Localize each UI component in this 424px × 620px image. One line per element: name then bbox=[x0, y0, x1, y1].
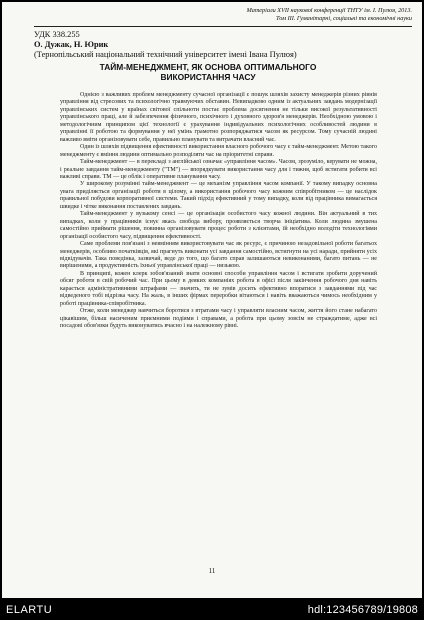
footer-bar bbox=[0, 598, 424, 620]
document-page bbox=[2, 2, 422, 598]
paragraph: В принципі, кожен клерк зобов'язаний знати основні способи управління часом і встигати зробити доручений обсяг роботи в свій робочий час. При цьому в деяких компаніях робота в офісі після закінчення робочого дня навіть карається адміністративними штрафами — значить, ти не зумів досить ефективно впоратися з завданнями під час відведеного тобі відрізка часу. На жаль, в інших фірмах переробки вітаються і навіть вважаються чимось необхідним у роботі працівника-співробітника. bbox=[60, 270, 377, 307]
header-line-1: Матеріали XVII наукової конференції ТНТУ ім. І. Пулюя, 2013. bbox=[246, 7, 412, 14]
article-meta bbox=[34, 30, 404, 61]
paragraph: У широкому розумінні тайм-менеджмент — це механізм управління часом компанії. У такому випадку основна увага приділяється організації роботи в цілому, а використання робочого часу кожним співробітником — це наслідок правильної побудови корпоративної системи. Такий підхід ефективний у тому випадку, коли від працівника вимагається швидке і чітке виконання поставлених завдань. bbox=[60, 181, 377, 210]
paragraph: Саме проблеми пов'язані з невмінням використовувати час як ресурс, є причиною незадовільної роботи багатьох менеджерів, особливо початківців, які прагнуть виконати усі завдання самостійно, встигнути на усі наради, прийняти усіх відвідувачів. Така поведінка, зазвичай, веде до того, що багато справ залишаються невиконаними, багато питань — не вирішеними, а продуктивність їхньої управлінської праці — низькою. bbox=[60, 241, 377, 270]
page-number: 11 bbox=[208, 567, 216, 575]
paragraph: Один із шляхів підвищення ефективності використання власного робочого часу є тайм-менеджмент. Метою такого менеджменту є вміння людини оптимально розподіляти час на пріоритетні справи. bbox=[60, 144, 377, 158]
handle-id: hdl:123456789/19808 bbox=[307, 604, 418, 616]
header-rule bbox=[34, 26, 412, 27]
paragraph: Отже, коли менеджер навчиться боротися з втратами часу і управляти власним часом, життя його стане набагато цікавішим, більш насиченим приємними подіями і справами, а робота при цьому зовсім не страждатиме, адже всі посадові обов'язки будуть виконуватись вчасно і на належному рівні. bbox=[60, 308, 377, 330]
repository-name: ELARTU bbox=[6, 604, 53, 616]
affiliation: (Тернопільський національний технічний університет імені Івана Пулюя) bbox=[34, 50, 297, 60]
authors: О. Дужак, Н. Юрик bbox=[34, 40, 109, 50]
running-header bbox=[202, 7, 412, 23]
title-line-1: ТАЙМ-МЕНЕДЖМЕНТ, ЯК ОСНОВА ОПТИМАЛЬНОГО bbox=[99, 62, 317, 72]
header-line-2: Том ІІІ. Гуманітарні, соціальні та економічні науки bbox=[276, 15, 412, 22]
paragraph: Однією з важливих проблем менеджменту сучасної організації є пошук шляхів захисту менеджерів різних рівнів управління від стресових та психологічно травмуючих обставин. Невипадково одним із актуальних завдань модернізації управлінських систем у країнах світової спільноти постає проблема досягнення не тільки високої результативності управлінського праці, але й забезпечення фізичного, психічного і духовного здоров'я менеджерів. Необхідною умовою і методологічним принципом цієї технології є урахування індивідуальних психологічних особливостей людини в управлінні її роботою та формування у неї умінь грамотно розпоряджатися часом як ресурсом. Тому сучасній людині важливо вміти організовувати себе, правильно планувати та витрачати власний час. bbox=[60, 92, 377, 143]
article-body bbox=[60, 92, 377, 331]
udc-code: УДК 338.255 bbox=[34, 30, 80, 39]
paragraph: Тайм-менеджмент — в перекладі з англійської означає «управління часом». Часом, зрозуміло, керувати не можна, і реальне завдання тайм-менеджменту ("ТМ") — впорядкувати використання часу для і тижня, щоб встигати робити всі важливі справи. ТМ — це облік і оперативне планування часу. bbox=[60, 159, 377, 180]
paragraph: Тайм-менеджмент у вузькому сенсі — це організація особистого часу кожної людини. Він актуальний в тих випадках, коли у працівників існує якась свобода вибору, проявляється творча ініціатива. Коли людина змушена самостійно приймати рішення, повинна організовувати процес роботи з клієнтами, їй необхідно володіти технологіями організації особистого часу, підвищення ефективності. bbox=[60, 211, 377, 240]
title-line-2: ВИКОРИСТАННЯ ЧАСУ bbox=[160, 72, 256, 82]
article-title bbox=[58, 62, 358, 82]
